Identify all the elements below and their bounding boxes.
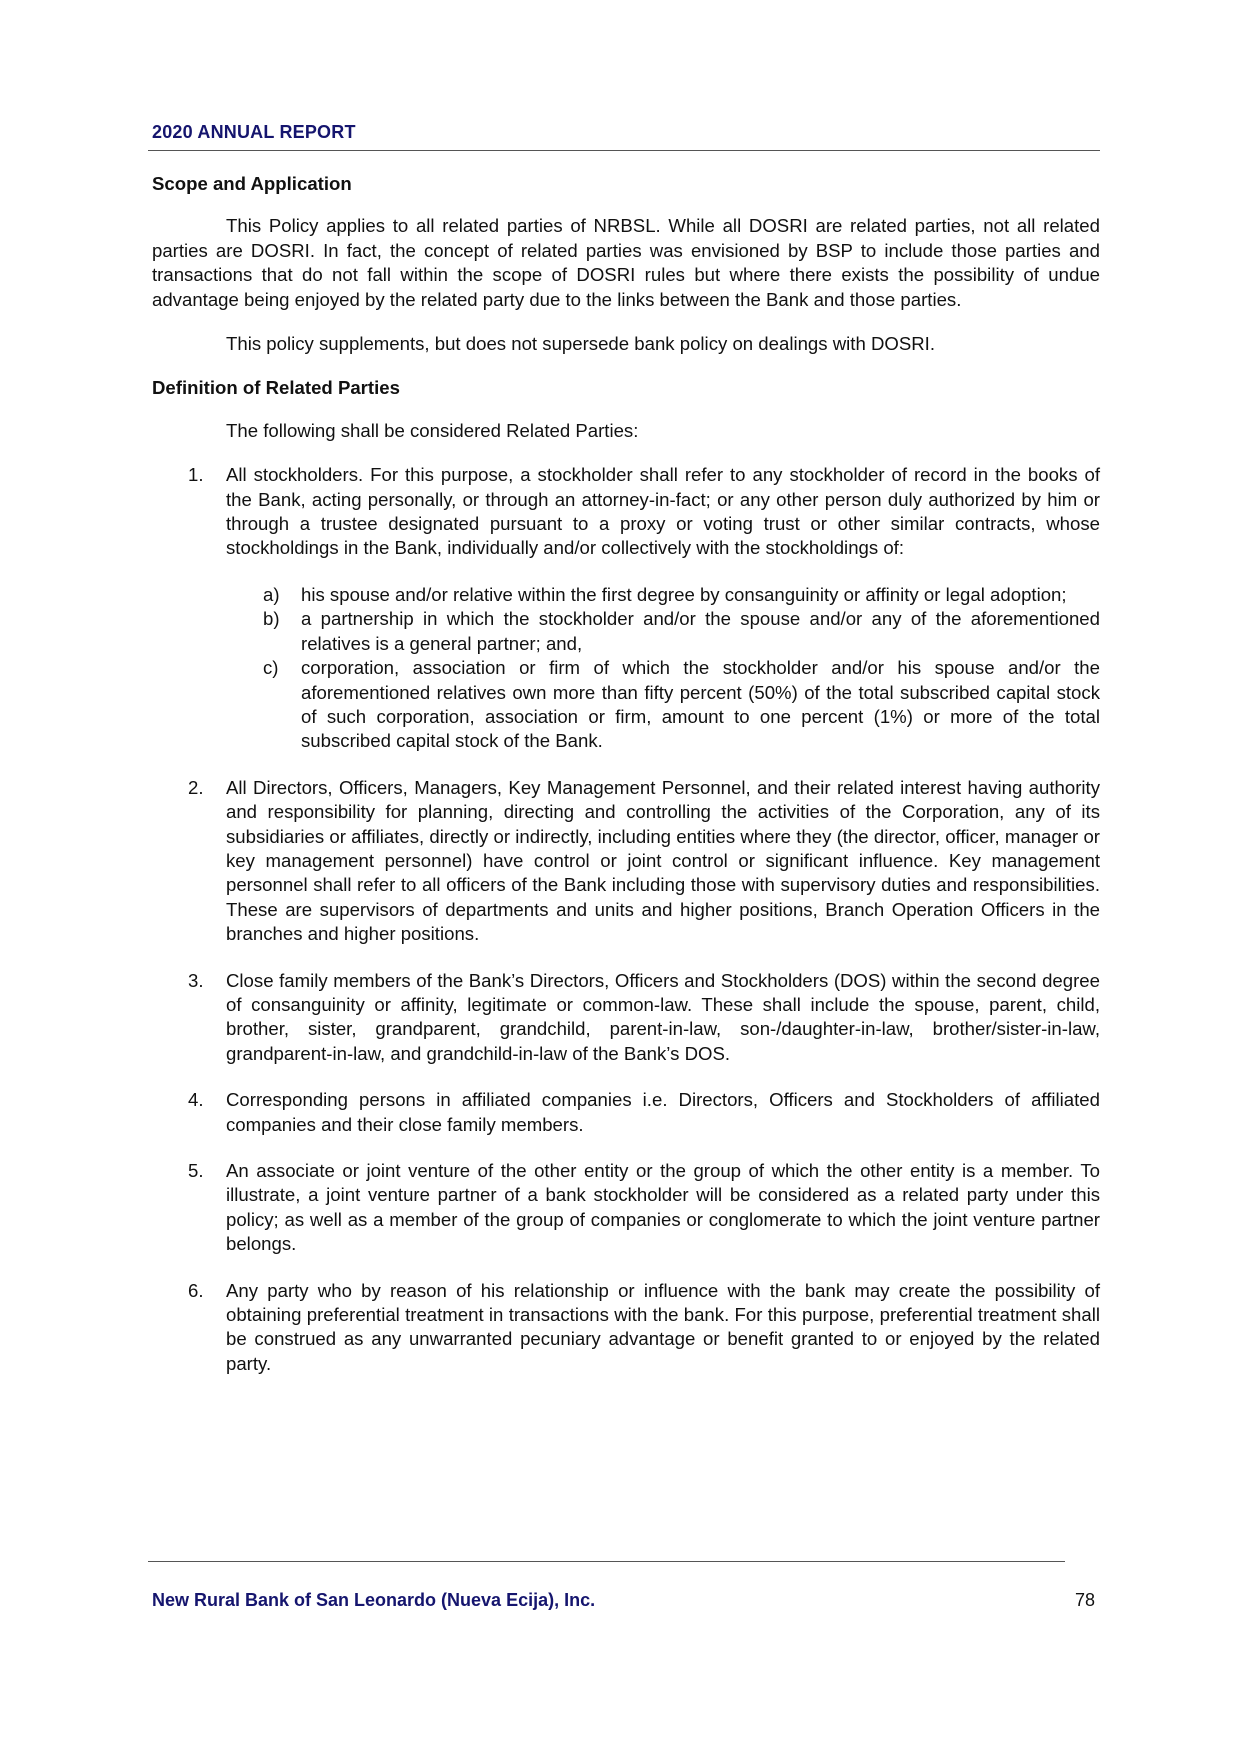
sub-item-text: corporation, association or firm of which the stockholder and/or his spouse and/or the aforementioned relatives own more than fifty percent (50%) of the total subscribed capital stock of such corporation, association or firm, amount to one percent (1%) or more of the total subscribed capital stock of the Bank.	[301, 657, 1100, 752]
list-item-text: An associate or joint venture of the other entity or the group of which the other entity is a member. To illustrate, a joint venture partner of a bank stockholder will be considered as a related party under this policy; as well as a member of the group of companies or conglomerate to which the joint venture partner belongs.	[226, 1160, 1100, 1255]
sub-list-item	[226, 656, 1100, 754]
sub-list-item	[226, 583, 1100, 607]
sub-item-label: b)	[263, 608, 280, 630]
list-item	[152, 1159, 1100, 1257]
related-parties-list	[152, 463, 1100, 1376]
page-content	[152, 172, 1100, 1398]
list-item	[152, 969, 1100, 1067]
list-item-number: 5.	[188, 1160, 204, 1181]
list-item	[152, 1088, 1100, 1137]
list-item-number: 6.	[188, 1279, 204, 1301]
list-item-number: 2.	[188, 776, 204, 798]
page-number: 78	[1075, 1590, 1096, 1610]
list-item-text: Any party who by reason of his relationship or influence with the bank may create the possibility of obtaining preferential treatment in transactions with the bank. For this purpose, preferential treatment shall be construed as any unwarranted pecuniary advantage or benefit granted to or enjoyed by the related party.	[226, 1279, 1100, 1374]
list-item-text: Corresponding persons in affiliated companies i.e. Directors, Officers and Stockholders of affiliated companies and their close family members.	[226, 1089, 1100, 1135]
list-item-number: 3.	[188, 969, 204, 991]
section-heading-scope: Scope and Application	[152, 173, 352, 194]
header-divider	[148, 150, 1100, 151]
footer-organization: New Rural Bank of San Leonardo (Nueva Ecija), Inc.	[152, 1590, 596, 1610]
scope-paragraph-1: This Policy applies to all related parties of NRBSL. While all DOSRI are related parties, not all related parties are DOSRI. In fact, the concept of related parties was envisioned by BSP to include those parties and transactions that do not fall within the scope of DOSRI rules but where there exists the possibility of undue advantage being enjoyed by the related party due to the links between the Bank and those parties.	[152, 215, 1100, 310]
section-heading-definition: Definition of Related Parties	[152, 377, 400, 399]
sub-item-label: c)	[263, 657, 279, 679]
list-item-number: 1.	[188, 464, 204, 486]
scope-paragraph-2: This policy supplements, but does not supersede bank policy on dealings with DOSRI.	[226, 333, 936, 355]
list-item-text: All stockholders. For this purpose, a stockholder shall refer to any stockholder of record in the books of the Bank, acting personally, or through an attorney-in-fact; or any other person duly authorized by him or through a trustee designated pursuant to a proxy or voting trust or other similar contracts, whose stockholdings in the Bank, individually and/or collectively with the stockholdings of:	[226, 464, 1100, 559]
running-header-title: 2020 ANNUAL REPORT	[152, 122, 356, 142]
list-item	[152, 463, 1100, 753]
sub-item-text: his spouse and/or relative within the first degree by consanguinity or affinity or legal adoption;	[301, 583, 1067, 605]
footer-divider	[148, 1561, 1065, 1562]
sub-list	[226, 583, 1100, 754]
list-item-text: All Directors, Officers, Managers, Key Management Personnel, and their related interest having authority and responsibility for planning, directing and controlling the activities of the Corporation, any of its subsidiaries or affiliates, directly or indirectly, including entities where they (the director, officer, manager or key management personnel) have control or joint control or significant influence. Key management personnel shall refer to all officers of the Bank including those with supervisory duties and responsibilities. These are supervisors of departments and units and higher positions, Branch Operation Officers in the branches and higher positions.	[226, 776, 1100, 945]
list-item-number: 4.	[188, 1089, 204, 1111]
list-item	[152, 1279, 1100, 1377]
definition-intro: The following shall be considered Related Parties:	[226, 419, 639, 441]
sub-item-text: a partnership in which the stockholder and/or the spouse and/or any of the aforementioned relatives is a general partner; and,	[301, 608, 1100, 654]
sub-item-label: a)	[263, 583, 280, 605]
list-item	[152, 776, 1100, 947]
list-item-text: Close family members of the Bank’s Directors, Officers and Stockholders (DOS) within the second degree of consanguinity or affinity, legitimate or common-law. These shall include the spouse, parent, child, brother, sister, grandparent, grandchild, parent-in-law, son-/daughter-in-law, brother/sister-in-law, grandparent-in-law, and grandchild-in-law of the Bank’s DOS.	[226, 969, 1100, 1064]
sub-list-item	[226, 607, 1100, 656]
